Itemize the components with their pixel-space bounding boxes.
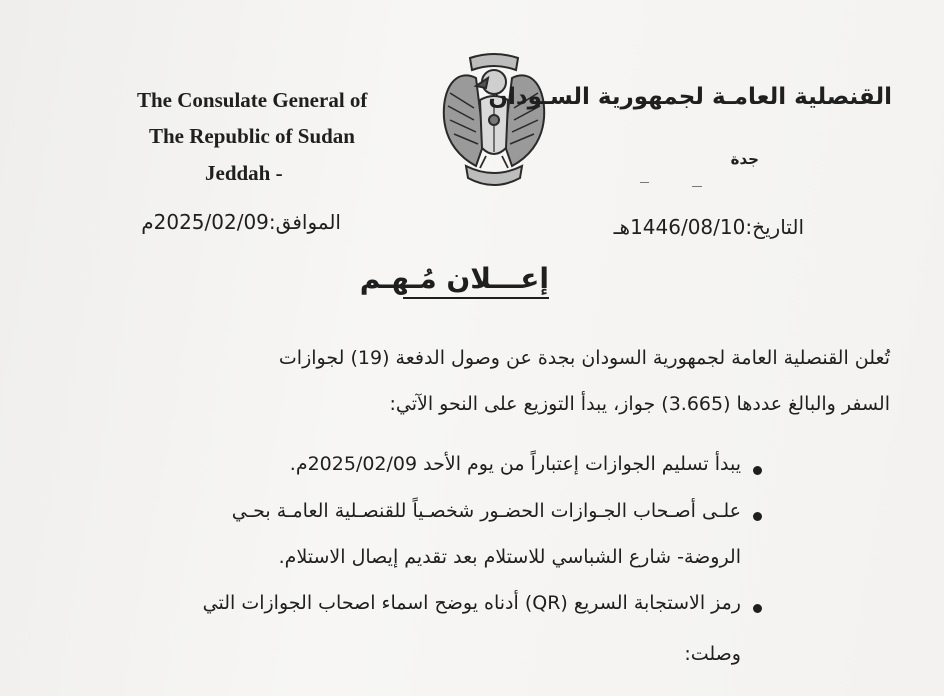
bullet-marker: [753, 604, 762, 613]
date-gregorian: الموافق:2025/02/09م: [141, 210, 341, 234]
bullet-3-line2: وصلت:: [684, 643, 741, 665]
header-ar-line2: جدة: [730, 150, 759, 168]
bullet-marker: [753, 466, 762, 475]
date-hijri: التاريخ:1446/08/10هـ: [613, 215, 804, 239]
header-en-line3: Jeddah -: [205, 161, 283, 185]
announcement-title: إعـــلان مُـهـم: [359, 262, 549, 295]
header-en-line2: The Republic of Sudan: [149, 124, 355, 148]
paragraph-line2: السفر والبالغ عددها (3.665) جواز، يبدأ التوزيع على النحو الآتي:: [389, 393, 890, 415]
header-ar-line1: القنصلية العامـة لجمهورية السـودان: [488, 84, 892, 110]
paragraph-line1: تُعلن القنصلية العامة لجمهورية السودان بجدة عن وصول الدفعة (19) لجوازات: [278, 347, 890, 369]
title-underline: [403, 297, 549, 299]
bullet-marker: [753, 512, 762, 521]
bullet-1-text: يبدأ تسليم الجوازات إعتباراً من يوم الأحد 2025/02/09م.: [289, 453, 741, 475]
bullet-3-line1: رمز الاستجابة السريع (QR) أدناه يوضح اسماء اصحاب الجوازات التي: [202, 592, 741, 614]
bullet-2-line2: الروضة- شارع الشباسي للاستلام بعد تقديم إيصال الاستلام.: [278, 546, 741, 568]
sudan-emblem-icon: [436, 48, 552, 194]
header-en-line1: The Consulate General of: [137, 88, 368, 112]
header-dash: [640, 182, 649, 183]
header-dash: [692, 186, 702, 187]
bullet-2-line1: علـى أصـحاب الجـوازات الحضـور شخصـياً للقنصـلية العامـة بحـي: [231, 500, 741, 522]
